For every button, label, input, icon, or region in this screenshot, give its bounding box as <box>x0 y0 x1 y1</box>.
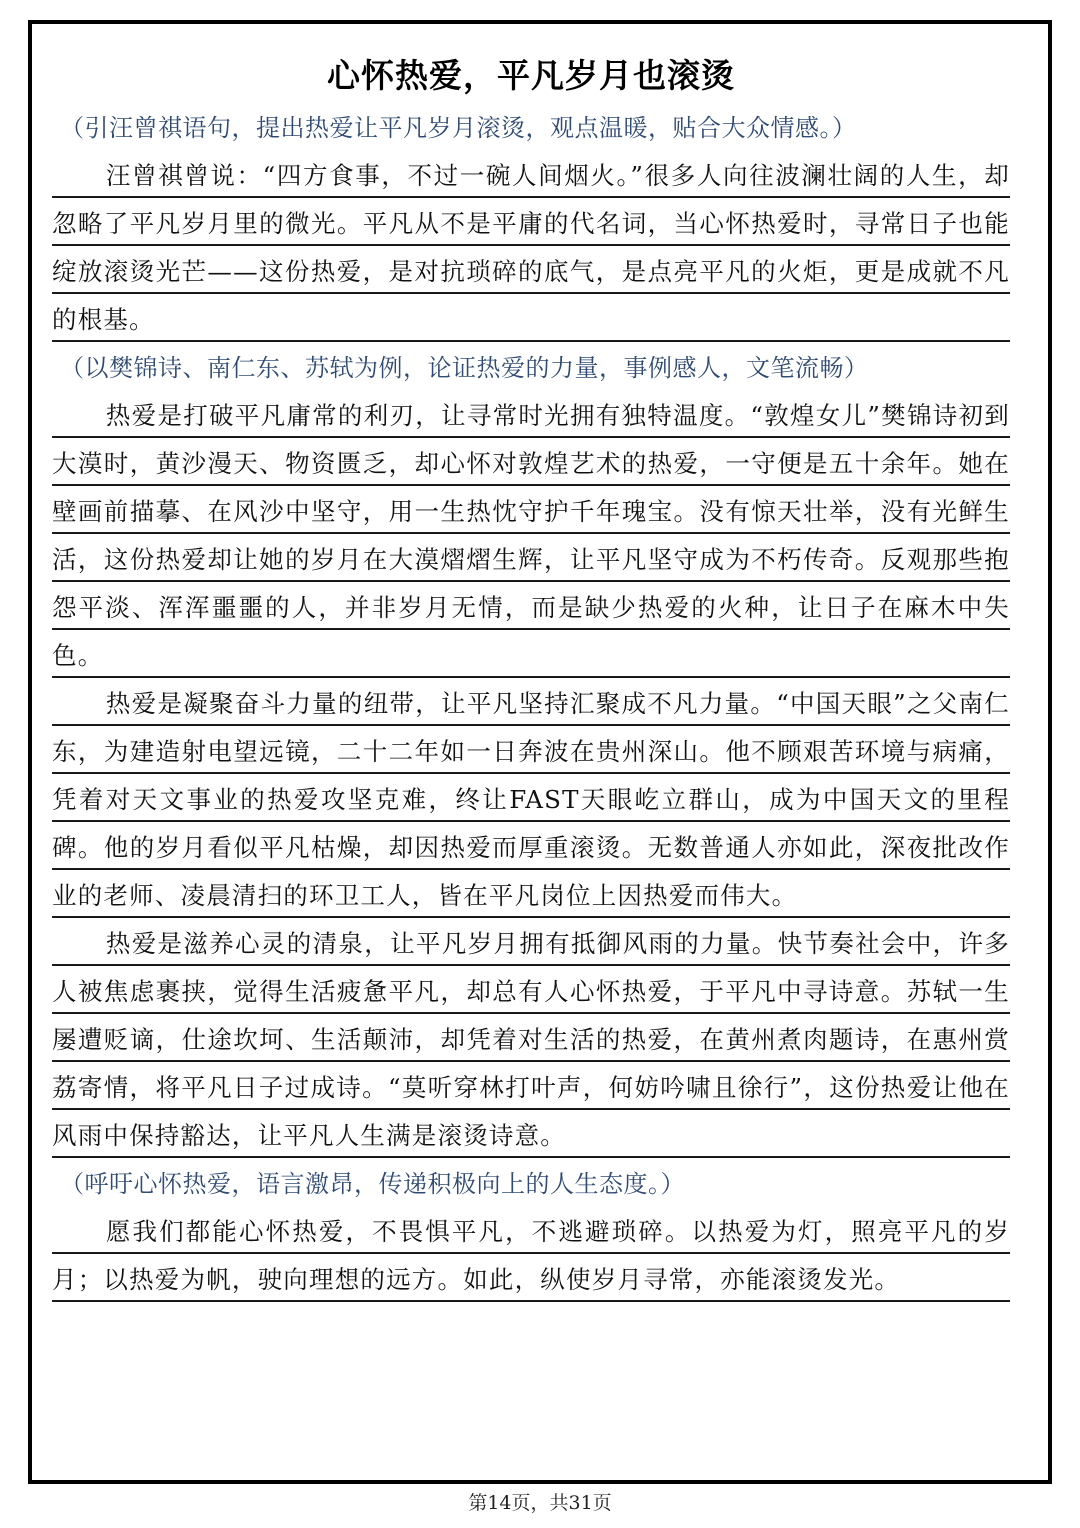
section-intro <box>52 104 1010 344</box>
essay-paragraph: 热爱是滋养心灵的清泉，让平凡岁月拥有抵御风雨的力量。快节奏社会中，许多人被焦虑裹挟，觉得生活疲惫平凡，却总有人心怀热爱，于平凡中寻诗意。苏轼一生屡遭贬谪，仕途坎坷、生活颠沛，却凭着对生活的热爱，在黄州煮肉题诗，在惠州赏荔寄情，将平凡日子过成诗。“莫听穿林打叶声，何妨吟啸且徐行”，这份热爱让他在风雨中保持豁达，让平凡人生满是滚烫诗意。 <box>52 920 1010 1160</box>
teacher-comment: （呼吁心怀热爱，语言激昂，传递积极向上的人生态度。） <box>60 1170 685 1198</box>
section-conclusion <box>52 1160 1010 1304</box>
teacher-comment: （以樊锦诗、南仁东、苏轼为例，论证热爱的力量，事例感人，文笔流畅） <box>60 354 869 382</box>
essay-body <box>52 48 1010 1304</box>
essay-paragraph: 热爱是凝聚奋斗力量的纽带，让平凡坚持汇聚成不凡力量。“中国天眼”之父南仁东，为建造射电望远镜，二十二年如一日奔波在贵州深山。他不顾艰苦环境与病痛，凭着对天文事业的热爱攻坚克难，终让FAST天眼屹立群山，成为中国天文的里程碑。他的岁月看似平凡枯燥，却因热爱而厚重滚烫。无数普通人亦如此，深夜批改作业的老师、凌晨清扫的环卫工人，皆在平凡岗位上因热爱而伟大。 <box>52 680 1010 920</box>
essay-paragraph: 汪曾祺曾说：“四方食事，不过一碗人间烟火。”很多人向往波澜壮阔的人生，却忽略了平凡岁月里的微光。平凡从不是平庸的代名词，当心怀热爱时，寻常日子也能绽放滚烫光芒——这份热爱，是对抗琐碎的底气，是点亮平凡的火炬，更是成就不凡的根基。 <box>52 152 1010 344</box>
essay-paragraph: 热爱是打破平凡庸常的利刃，让寻常时光拥有独特温度。“敦煌女儿”樊锦诗初到大漠时，黄沙漫天、物资匮乏，却心怀对敦煌艺术的热爱，一守便是五十余年。她在壁画前描摹、在风沙中坚守，用一生热忱守护千年瑰宝。没有惊天壮举，没有光鲜生活，这份热爱却让她的岁月在大漠熠熠生辉，让平凡坚守成为不朽传奇。反观那些抱怨平淡、浑浑噩噩的人，并非岁月无情，而是缺少热爱的火种，让日子在麻木中失色。 <box>52 392 1010 680</box>
teacher-comment: （引汪曾祺语句，提出热爱让平凡岁月滚烫，观点温暖，贴合大众情感。） <box>60 114 857 142</box>
section-body <box>52 344 1010 1160</box>
essay-title: 心怀热爱，平凡岁月也滚烫 <box>327 56 735 95</box>
essay-paragraph: 愿我们都能心怀热爱，不畏惧平凡，不逃避琐碎。以热爱为灯，照亮平凡的岁月；以热爱为帆，驶向理想的远方。如此，纵使岁月寻常，亦能滚烫发光。 <box>52 1208 1010 1304</box>
page-number: 第14页，共31页 <box>468 1492 612 1514</box>
